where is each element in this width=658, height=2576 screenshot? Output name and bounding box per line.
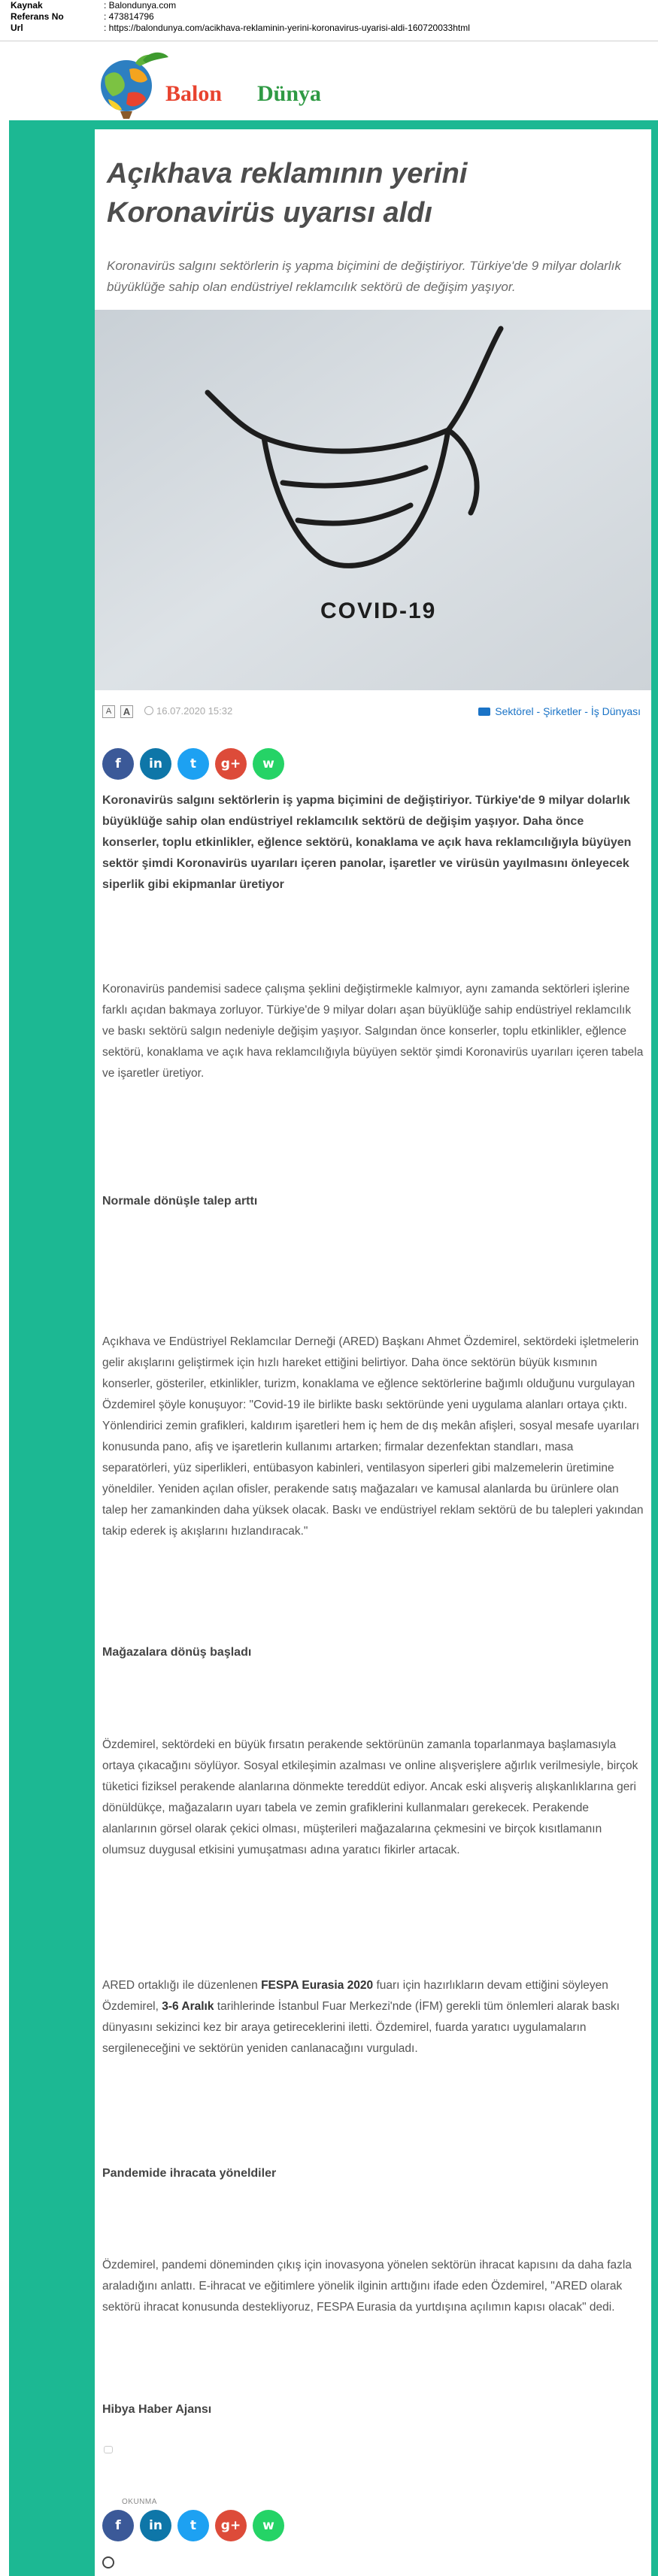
source-metadata	[11, 0, 657, 34]
read-count-label: OKUNMA	[122, 2498, 157, 2506]
category-links[interactable]	[478, 705, 641, 717]
subheading-normale-donusle: Normale dönüşle talep arttı	[102, 1195, 258, 1208]
whatsapp-share-button[interactable]: w	[253, 748, 284, 780]
article-toolbar	[102, 704, 644, 720]
facebook-share-button[interactable]: f	[102, 2510, 134, 2541]
meta-value: : https://balondunya.com/acikhava-reklaminin-yerini-koronavirus-uyarisi-aldi-160720033html	[104, 23, 470, 33]
google-plus-share-button[interactable]: g+	[215, 2510, 247, 2541]
news-agency: Hibya Haber Ajansı	[102, 2403, 212, 2416]
p4-part-e: tarihlerinde İstanbul Fuar Merkezi'nde (İFM) gerekli tüm önlemleri alarak baskı dünyasını sekizinci kez bir araya getireceklerini iletti. Özdemirel, fuarda yaratıcı uygulamaların sergileneceğini ve sektörün yeniden canlanacağını vurguladı.	[102, 2000, 620, 2055]
paragraph-3: Özdemirel, sektördeki en büyük fırsatın perakende sektörünün zamanla toparlanmaya başlamasıyla ortaya çıkacağını söylüyor. Sosyal etkileşimin azalması ve online alışverişlere ağırlık verilmesiyle, birçok tüketici fiziksel perakende alanlarına dönmekte tereddüt ediyor. Ancak eski alışveriş alışkanlıklarına geri dönüldükçe, mağazaların uyarı tabela ve zemin grafiklerini kullanmaları gerekecek. Perakende alanlarının görsel olarak çekici olması, müşterileri mağazalarına çekmesini ve birçok kısıtlamanın olumsuz duygusal etkisini yumuşatması adına yaratıcı fikirler artacak.	[102, 1738, 638, 1856]
font-increase-button[interactable]: A	[120, 705, 133, 718]
publish-date	[144, 705, 232, 717]
site-logo[interactable]	[90, 47, 406, 122]
font-decrease-button[interactable]: A	[102, 705, 115, 718]
article-spot: Koronavirüs salgını sektörlerin iş yapma biçimini de değiştiriyor. Türkiye'de 9 milyar dolarlık büyüklüğe sahip olan endüstriyel reklamcılık sektörü de değişim yaşıyor.	[107, 259, 621, 294]
meta-row-source	[11, 0, 657, 11]
meta-value: : Balondunya.com	[104, 0, 177, 11]
paragraph-2: Açıkhava ve Endüstriyel Reklamcılar Derneği (ARED) Başkanı Ahmet Özdemirel, sektördeki işletmelerin gelir akışlarını geliştirmek için hızlı hareket ettiğini belirtiyor. Daha önce sektörün büyük kısmının konserler, gösteriler, etkinlikler, turizm, konaklama ve eğlence sektörlerine bağımlı olduğunu vurgulayan Özdemirel şöyle konuşuyor: "Covid-19 ile birlikte baskı sektöründe yeni uygulama alanları ortaya çıktı. Yönlendirici zemin grafikleri, kaldırım işaretleri hem iç hem de dış mekân afişleri, sosyal mesafe uyarıları konusunda pano, afiş ve işaretlerin kullanımı artarken; firmalar dezenfektan standları, masa separatörleri, yüz siperlikleri, entübasyon kabinleri, ventilasyon siperleri gibi malzemelerin üretimine yöneldiler. Yeniden açılan ofisler, perakende satış mağazaları ve kamusal alanlarda bu ürünlere olan talep her zamankinden daha yüksek olacak. Baskı ve endüstriyel reklam sektörü de bu talepleri yakından takip ederek iş akışlarını hızlandıracak."	[102, 1335, 644, 1538]
logo-text-dunya: Dünya	[257, 81, 322, 106]
meta-row-reference	[11, 11, 657, 23]
meta-key: Url	[11, 23, 23, 33]
meta-row-url	[11, 23, 657, 34]
hero-image	[95, 310, 651, 690]
clock-icon	[102, 2556, 114, 2568]
paragraph-5: Özdemirel, pandemi döneminden çıkış için inovasyona yönelen sektörün ihracat kapısını da daha fazla araladığını anlattı. E-ihracat ve eğitimlere yönelik ilginin arttığını ifade eden Özdemirel, "ARED olarak sektörü ihracat konusunda destekliyoruz, FESPA Eurasia da yurtdışına açılımın kapısı olacak" dedi.	[102, 2259, 632, 2314]
subheading-ihracat: Pandemide ihracata yöneldiler	[102, 2167, 277, 2180]
whatsapp-share-button[interactable]: w	[253, 2510, 284, 2541]
category-text[interactable]: Sektörel - Şirketler - İş Dünyası	[495, 705, 641, 717]
share-bar-top	[102, 748, 290, 781]
twitter-share-button[interactable]: t	[177, 748, 209, 780]
p4-dates: 3-6 Aralık	[162, 2000, 214, 2013]
frame-top-border	[9, 120, 658, 129]
p4-part-c: fuarı için hazırlıkların devam ettiğini söyleyen Özdemirel,	[102, 1979, 608, 2013]
paragraph-1: Koronavirüs pandemisi sadece çalışma şeklini değiştirmekle kalmıyor, aynı zamanda sektörleri işlerine farklı açıdan bakmaya zorluyor. Türkiye'de 9 milyar doları aşan büyüklüğe sahip endüstriyel reklamcılık ve baskı sektörü salgın nedeniyle değişim yaşıyor. Salgından önce konserler, toplu etkinlikler, eğlence sektörü, konaklama ve açık hava reklamcılığıyla büyüyen sektör şimdi Koronavirüs uyarıları içeren tabela ve işaretler üretiyor.	[102, 983, 644, 1080]
google-plus-share-button[interactable]: g+	[215, 748, 247, 780]
p4-fespa: FESPA Eurasia 2020	[261, 1979, 374, 1992]
meta-key: Referans No	[11, 11, 64, 22]
twitter-share-button[interactable]: t	[177, 2510, 209, 2541]
paragraph-4	[102, 1975, 644, 2059]
facebook-share-button[interactable]: f	[102, 748, 134, 780]
folder-icon	[478, 708, 490, 716]
balloon-globe-icon	[90, 47, 406, 122]
linkedin-share-button[interactable]: in	[140, 748, 171, 780]
frame-right-border	[651, 120, 658, 2576]
p4-part-a: ARED ortaklığı ile düzenlenen	[102, 1979, 262, 1992]
title-line-1: Açıkhava reklamının yerini	[107, 158, 468, 189]
share-bar-bottom	[102, 2510, 290, 2543]
hero-covid-text: COVID-19	[320, 599, 437, 623]
meta-value: : 473814796	[104, 11, 154, 22]
placeholder-image-icon	[104, 2446, 113, 2453]
meta-key: Kaynak	[11, 0, 43, 11]
title-line-2: Koronavirüs uyarısı aldı	[107, 197, 432, 229]
article-title	[107, 154, 633, 232]
publish-date-text: 16.07.2020 15:32	[156, 705, 233, 717]
clock-icon	[144, 706, 153, 715]
covid-mask-graffiti-image	[95, 310, 651, 690]
linkedin-share-button[interactable]: in	[140, 2510, 171, 2541]
logo-text-balon: Balon	[165, 81, 223, 106]
left-accent-bar	[9, 120, 95, 2576]
subheading-magazalara-donus: Mağazalara dönüş başladı	[102, 1646, 252, 1659]
article-lead: Koronavirüs salgını sektörlerin iş yapma biçimini de değiştiriyor. Türkiye'de 9 milyar dolarlık büyüklüğe sahip olan endüstriyel reklamcılık sektörü de değişim yaşıyor. Daha önce konserler, toplu etkinlikler, eğlence sektörü, konaklama ve açık hava reklamcılığıyla büyüyen sektör şimdi Koronavirüs uyarıları içeren panolar, işaretler ve virüsün yayılmasını önleyecek siperlik gibi ekipmanlar üretiyor	[102, 794, 632, 891]
